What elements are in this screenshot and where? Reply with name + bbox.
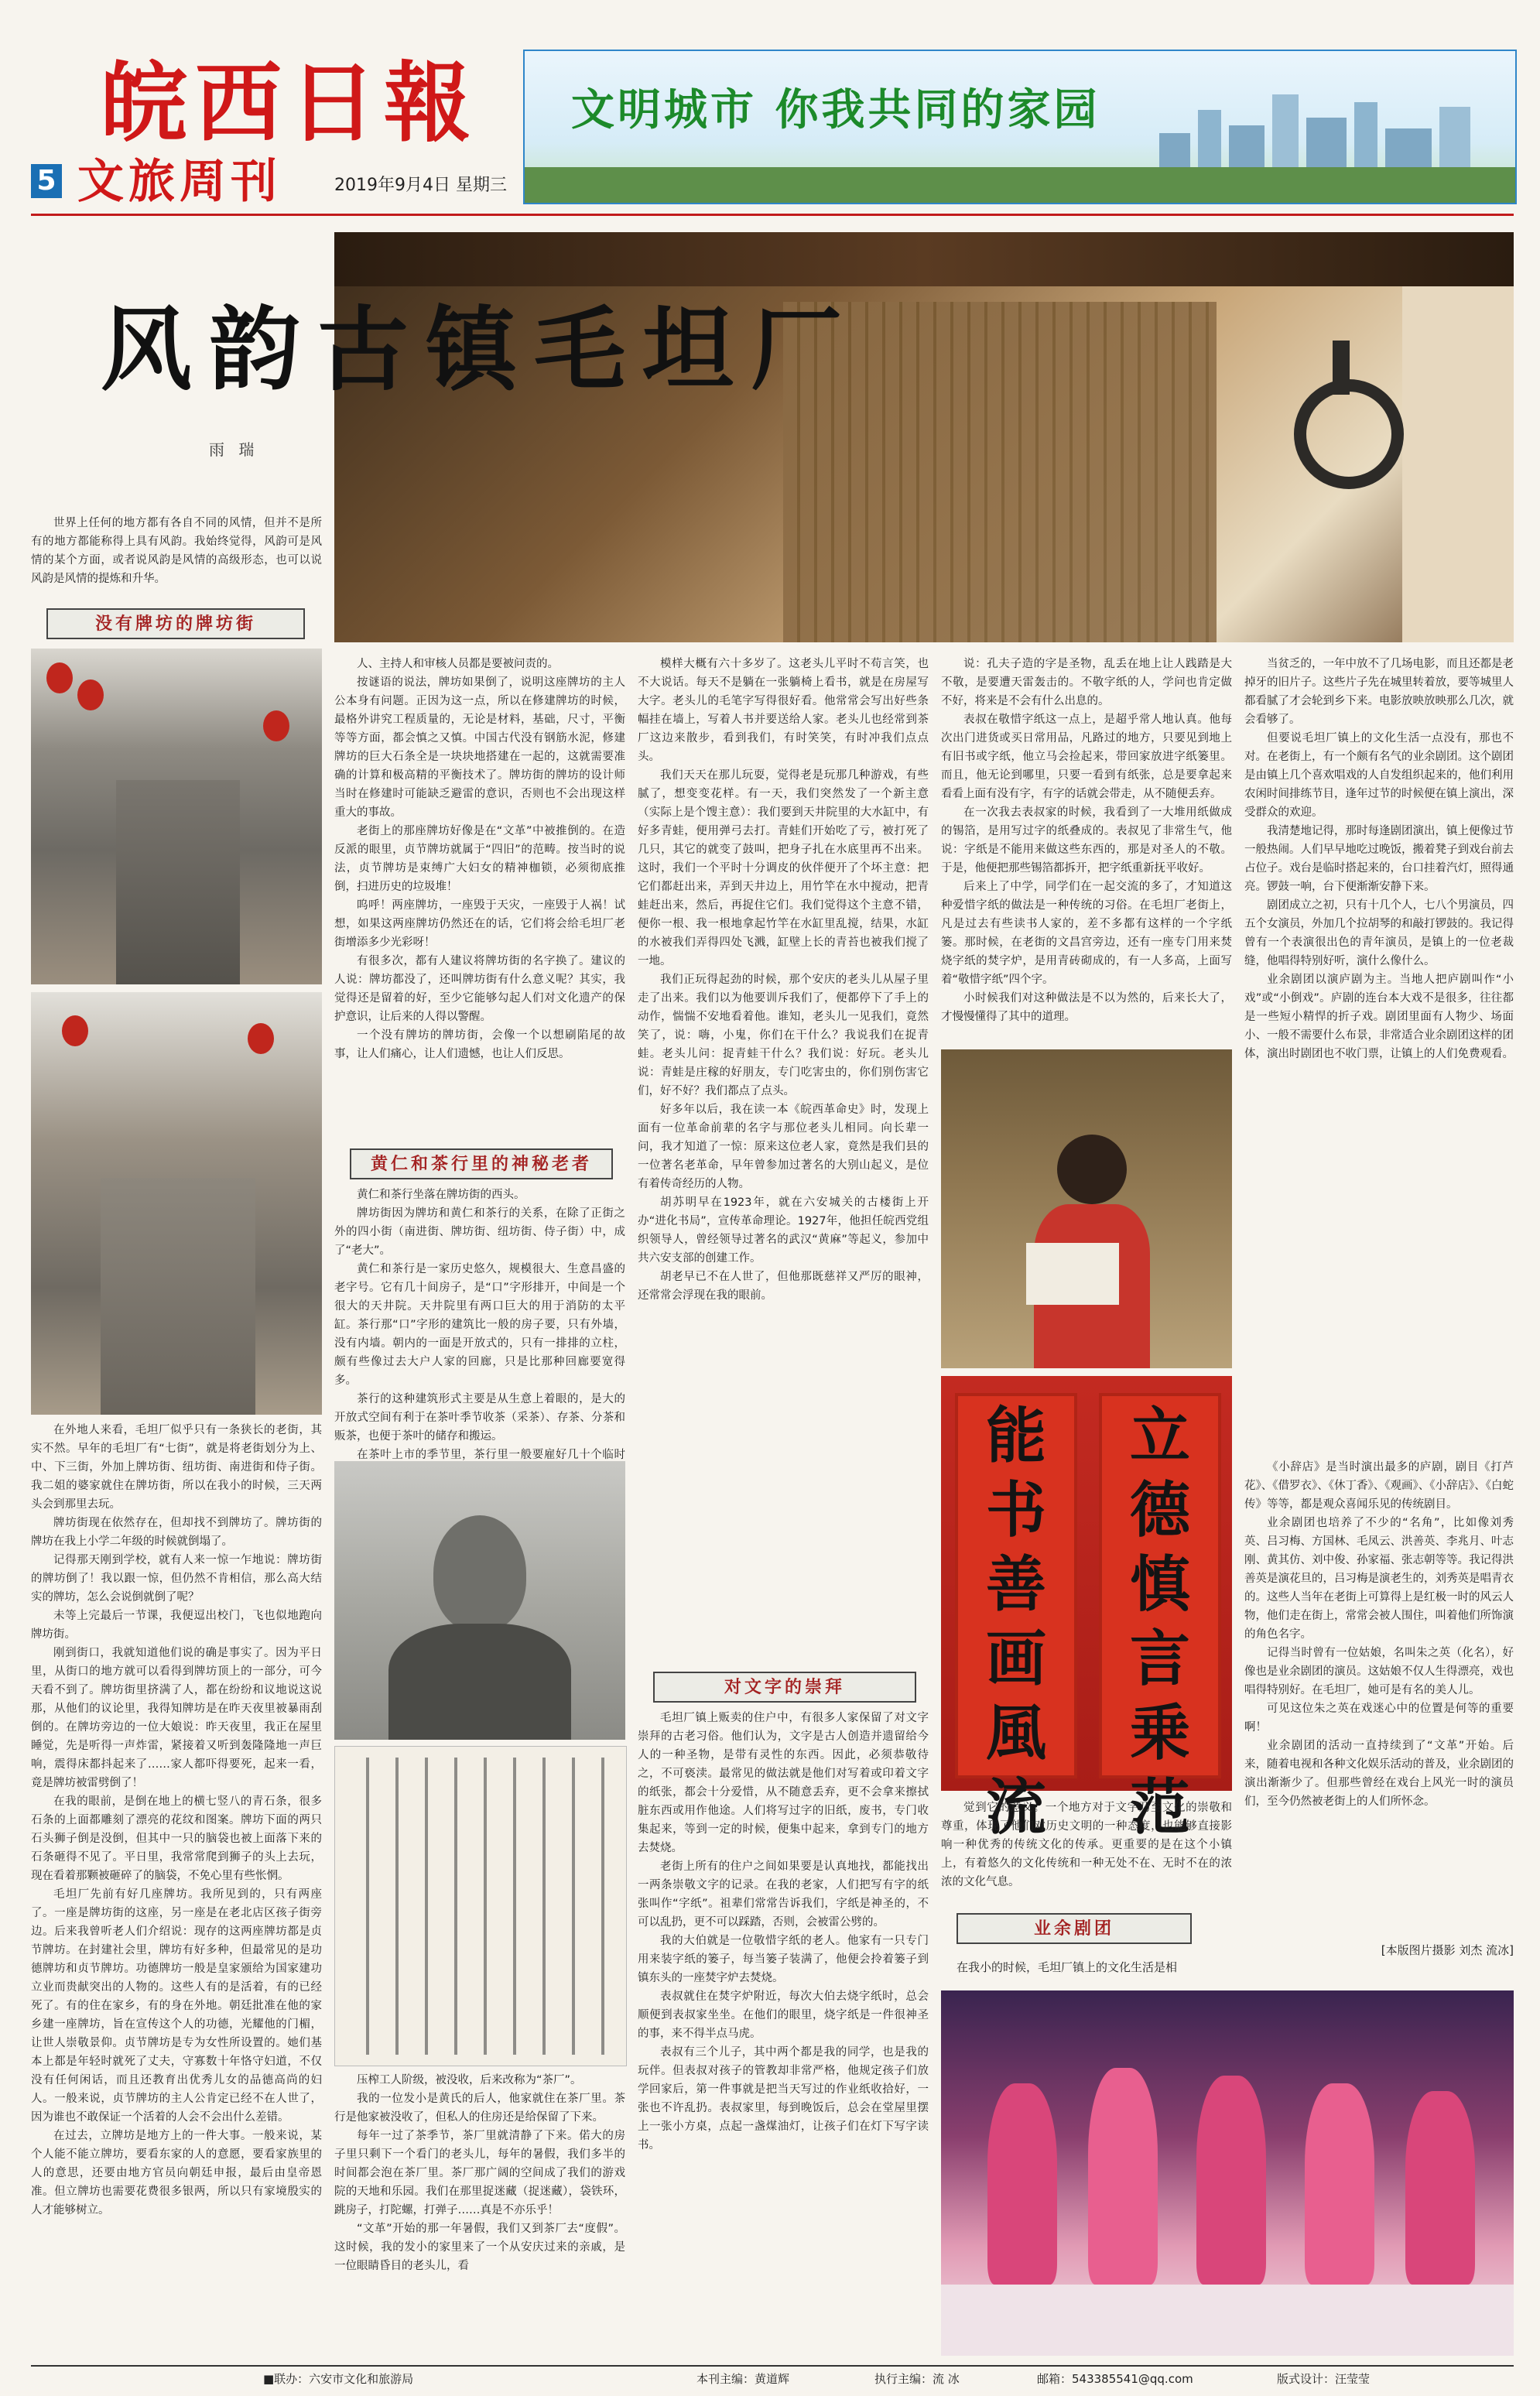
opera-performance-photo (941, 1990, 1514, 2356)
calligraphy-scroll-photo (334, 1746, 627, 2066)
paragraph: 业余剧团的活动一直持续到了“文革”开始。后来，随着电视和各种文化娱乐活动的普及，业余剧团的演出渐渐少了。但那些曾经在戏台上风光一时的演员们，至今仍然被老街上的人们所怀念。 (1244, 1740, 1514, 1808)
paragraph: 在茶叶上市的季节里，茶行里一般要雇好几十个临时 (357, 1449, 625, 1461)
article-author: 雨 瑞 (209, 440, 259, 459)
paragraph: 刚到街口，我就知道他们说的确是事实了。因为平日里，从街口的地方就可以看得到牌坊顶上的一部分，可今天看不到了。牌坊街里挤满了人，都在纷纷和议地说这说那，从他们的议论里，我得知牌坊是在昨天夜里被暴雨刮倒的。在牌坊旁边的一位大娘说：昨天夜里，我正在屋里睡觉，先是听得一声炸雷，紧接着又听到轰隆隆地一声巨响，震得床都抖起来了……家人都吓得要死，起来一看，竟是牌坊被雷劈倒了！ (31, 1647, 322, 1789)
paragraph: 业余剧团以演庐剧为主。当地人把庐剧叫作“小戏”或“小倒戏”。庐剧的连台本大戏不是很多，往往都是一些短小精悍的折子戏。剧团里面有人物少、场面小、一般不需要什么布景，非常适合业余剧团这样的团体，演出时剧团也不收门票，让镇上的人们免费观看。 (1244, 974, 1514, 1060)
paragraph: 呜呼！两座牌坊，一座毁于天灾，一座毁于人祸！试想，如果这两座牌坊仍然还在的话，它们将会给毛坦厂老街增添多少光彩呀！ (334, 899, 625, 949)
paragraph: 觉到它的意义。一个地方对于文字乃至文化的崇敬和尊重，体现了他们对历史文明的一种态度，也能够直接影响一种优秀的传统文化的传承。更重要的是在这个小镇上，有着悠久的文化传统和一种无处不在、无时不在的浓浓的文化气息。 (941, 1802, 1232, 1888)
paragraph: 可见这位朱之英在戏迷心中的位置是何等的重要啊！ (1244, 1703, 1514, 1734)
paragraph: 在外地人来看，毛坦厂似乎只有一条狭长的老街，其实不然。早年的毛坦厂有“七街”，就是将老街划分为上、中、下三街，外加上牌坊街、纽坊街、南进街和侍子街。我二姐的婆家就住在牌坊街，所以在我小的时候，三天两头会到那里去玩。 (31, 1424, 322, 1511)
paragraph: 牌坊街现在依然存在，但却找不到牌坊了。牌坊街的牌坊在我上小学二年级的时候就倒塌了。 (31, 1517, 322, 1548)
lantern-icon (62, 1015, 88, 1046)
book-icon (1026, 1243, 1119, 1305)
street-lane (116, 780, 240, 984)
footer-contact: ■联办：六安市文化和旅游局 (263, 2372, 414, 2386)
hero-wall (1402, 286, 1514, 642)
paragraph: 表叔有三个儿子，其中两个都是我的同学，也是我的玩伴。但表叔对孩子的管教却非常严格，他规定孩子们放学回家后，第一件事就是把当天写过的作业纸收拾好，一张也不许乱扔。表叔家里，每到晚饭后，总会在堂屋里摆上一张小方桌，点起一盏煤油灯，让孩子们在灯下写字读书。 (638, 2046, 929, 2151)
paragraph: 老街上的那座牌坊好像是在“文革”中被推倒的。在造反派的眼里，贞节牌坊就属于“四旧”的范畴。按当时的说法，贞节牌坊是束缚广大妇女的精神枷锁，必须彻底推倒，扫进历史的垃圾堆！ (334, 825, 625, 893)
article-column (334, 2071, 625, 2356)
performer (1088, 2068, 1158, 2285)
door-knocker-ring-icon (1294, 379, 1404, 489)
paragraph: 好多年以后，我在读一本《皖西革命史》时，发现上面有一位革命前辈的名字与那位老头儿相同。向长辈一问，我才知道了一惊：原来这位老人家，竟然是我们县的一位著名老革命，早年曾参加过著名的大别山起义，是位有着传奇经历的人物。 (638, 1104, 929, 1190)
paragraph: 表叔就住在焚字炉附近，每次大伯去烧字纸时，总会顺便到表叔家坐坐。在他们的眼里，烧字纸是一件很神圣的事，来不得半点马虎。 (638, 1990, 929, 2040)
child-head (1057, 1135, 1127, 1204)
paragraph: 胡老早已不在人世了，但他那既慈祥又严厉的眼神，还常常会浮现在我的眼前。 (638, 1271, 929, 1302)
paragraph: 有很多次，都有人建议将牌坊街的名字换了。建议的人说：牌坊都没了，还叫牌坊街有什么意义呢？其实，我觉得还是留着的好，至少它能够勾起人们对文化遗产的保护意识，让后来的人得以警醒。 (334, 955, 625, 1023)
lantern-icon (77, 679, 104, 710)
performer (987, 2083, 1057, 2285)
paragraph: 后来上了中学，同学们在一起交流的多了，才知道这种爱惜字纸的做法是一种传统的习俗。在毛坦厂老街上，凡是过去有些读书人家的，差不多都有这样的一个字纸篓。那时候，在老街的文昌宫旁边，还有一座专门用来焚烧字纸的焚字炉，是用青砖砌成的，有一人多高，上面写着“敬惜字纸”四个字。 (941, 881, 1232, 986)
paragraph: 一个没有牌坊的牌坊街，会像一个以想刷陷尾的故事，让人们痛心，让人们遗憾，也让人们反思。 (334, 1029, 625, 1060)
paragraph: 在一次我去表叔家的时候，我看到了一大堆用纸做成的锡箔，是用写过字的纸叠成的。表叔见了非常生气，他说：字纸是不能用来做这些东西的，那是对圣人的不敬。于是，他便把那些锡箔都拆开，把字纸重新抚平收好。 (941, 806, 1232, 875)
hero-eaves (334, 232, 1514, 286)
elder-portrait-photo (334, 1461, 625, 1740)
paragraph: 毛坦厂镇上贩卖的住户中，有很多人家保留了对文字崇拜的古老习俗。他们认为，文字是古人创造并遗留给今人的一种圣物，是带有灵性的东西。因此，必须恭敬待之，不可亵渎。最常见的做法就是他们对写着或印着文字的纸张，都会十分爱惜，从不随意丢弃，更不会拿来擦拭脏东西或用作他途。人们将写过字的旧纸，废书，专门收集起来，等到一定的时候，便集中起来，拿到专门的地方去焚烧。 (638, 1712, 929, 1854)
paragraph: 模样大概有六十多岁了。这老头儿平时不苟言笑，也不大说话。每天不是躺在一张躺椅上看书，就是在房屋写大字。老头儿的毛笔字写得很好看。他常常会写出好些条幅挂在墙上，写着人书并要送给人家。老头儿也经常到茶厂这边来散步，看到我们，有时笑笑，有时冲我们点点头。 (638, 658, 929, 763)
article-column (941, 1799, 1232, 1907)
lantern-icon (263, 710, 289, 741)
paragraph: 在过去，立牌坊是地方上的一件大事。一般来说，某个人能不能立牌坊，要看东家的人的意愿，要看家族里的人的意思，还要由地方官员向朝廷申报，最后由皇帝恩准。但立牌坊也需要花费很多银两，所以只有家境殷实的人才能够树立。 (31, 2130, 322, 2216)
article-column (638, 1709, 929, 2356)
paragraph: 在我的眼前，是倒在地上的横七竖八的青石条，很多石条的上面都雕刻了漂亮的花纹和图案。牌坊下面的两只石头狮子倒是没倒，但其中一只的脑袋也被上面落下来的石条砸得不见了。平日里，我常常爬到狮子的头上去玩，现在看着那颗被砸碎了的脑袋，不免心里有些怅惘。 (31, 1795, 322, 1882)
paragraph: 说：孔夫子造的字是圣物，乱丢在地上让人践踏是大不敬，是要遭天雷轰击的。不敬字纸的人，学问也肯定做不好，将来是不会有什么出息的。 (941, 658, 1232, 707)
article-column (334, 655, 625, 1165)
paragraph: 我们天天在那儿玩耍，觉得老是玩那几种游戏，有些腻了，想变变花样。有一天，我们突然发了一个新主意（实际上是个馊主意）：我们要到天井院里的大水缸中，有好多青蛙，便用弹弓去打。青蛙们开始吃了亏，被打死了几只，其它的就变了鼓叫，把身子扎在水底里再不出来。这时，我们一个平时十分调皮的伙伴便开了个坏主意：把它们都赶出来，弄到天井边上，用竹竿在水中搅动，把青蛙赶出来，然后，再捉住它们。我们觉得这个主意不错，便你一根、我一根地拿起竹竿在水缸里乱搅，结果，水缸的水被我们弄得四处飞溅，缸壁上长的青苔也被我们搅了一地。 (638, 769, 929, 967)
header-rule (31, 214, 1514, 216)
paragraph: 记得当时曾有一位姑娘，名叫朱之英（化名），好像也是业余剧团的演员。这姑娘不仅人生得漂亮，戏也唱得特别好。在毛坦厂，她可是有名的美人儿。 (1244, 1647, 1514, 1696)
issue-date: 2019年9月4日 星期三 (334, 176, 507, 195)
paragraph: 《小辞店》是当时演出最多的庐剧，剧目《打芦花》、《借罗衣》、《休丁香》、《观画》、《小辞店》、《白蛇传》等等，都是观众喜闻乐见的传统剧目。 (1244, 1461, 1514, 1511)
article-column (941, 655, 1232, 1042)
article-column (1244, 655, 1514, 1452)
page-number: 5 (31, 164, 62, 198)
paragraph: 按谜语的说法，牌坊如果倒了，说明这座牌坊的主人公本身有问题。正因为这一点，所以在修建牌坊的时候，最格外讲究工程质量的，无论是材料，基础，尺寸，平衡等等方面，都会慎之又慎。中国古代没有钢筋水泥，修建牌坊的巨大石条全是一块块地搭建在一起的，这就需要准确的计算和极高精的平衡技术了。牌坊街的牌坊的设计师当时在修建时可能缺乏避雷的意识，否则也不会出现这样重大的事故。 (334, 676, 625, 819)
paragraph: 记得那天刚到学校，就有人来一惊一乍地说：牌坊街的牌坊倒了！我以跟一惊，但仍然不肯相信，那么高大结实的牌坊，怎么会说倒就倒了呢？ (31, 1554, 322, 1604)
paragraph: 黄仁和茶行坐落在牌坊街的西头。 (357, 1189, 525, 1201)
article-column (638, 655, 929, 1665)
article-title: 风韵古镇毛坦厂 (101, 296, 860, 403)
paragraph: 未等上完最后一节课，我便逗出校门，飞也似地跑向牌坊街。 (31, 1610, 322, 1641)
performer (1405, 2091, 1475, 2285)
footer-designer: 版式设计：汪莹莹 (1277, 2372, 1371, 2386)
paragraph: 压榨工人阶级，被没收，后来改称为“茶厂”。 (357, 2074, 582, 2086)
paragraph: 我清楚地记得，那时每逢剧团演出，镇上便像过节一般热闹。人们早早地吃过晚饭，搬着凳子到戏台前去占位子。戏台是临时搭起来的，台口挂着汽灯，照得通亮。锣鼓一响，台下便渐渐安静下来。 (1244, 825, 1514, 893)
paragraph: 小时候我们对这种做法是不以为然的，后来长大了，才慢慢懂得了其中的道理。 (941, 992, 1232, 1023)
paragraph: 胡苏明早在1923年，就在六安城关的古楼街上开办“进化书局”，宣传革命理论。1927年，他担任皖西党组织领导人，曾经领导过著名的武汉“黄麻”等起义，参加中共六安支部的创建工作。 (638, 1196, 929, 1265)
stage-floor (941, 2285, 1514, 2356)
article-column (31, 1421, 322, 2356)
masthead-title: 皖西日報 (101, 53, 478, 154)
footer-email: 邮箱：543385541@qq.com (1037, 2372, 1193, 2386)
children-reading-photo (941, 1049, 1232, 1368)
footer-exec-editor: 执行主编：流 冰 (874, 2372, 960, 2386)
paragraph: 剧团成立之初，只有十几个人，七八个男演员，四五个女演员，外加几个拉胡琴的和敲打锣鼓的。我记得曾有一个表演很出色的青年演员，是镇上的一位老裁缝，他唱得特别好听，演什么像什么。 (1244, 899, 1514, 967)
paragraph: 老街上所有的住户之间如果要是认真地找，都能找出一两条崇敬文字的记录。在我的老家，人们把写有字的纸张叫作“字纸”。祖辈们常常告诉我们，字纸是神圣的，不可以乱扔，更不可以踩踏，否则，会被雷公劈的。 (638, 1860, 929, 1929)
paragraph: 黄仁和茶行是一家历史悠久，规模很大、生意昌盛的老字号。它有几十间房子，是“口”字形排开，中间是一个很大的天井院。天井院里有两口巨大的用于消防的太平缸。茶行那“口”字形的建筑比一般的房子要，只有外墙，没有内墙。朝内的一面是开放式的，只有一排排的立柱，颇有些像过去大户人家的回廊，只是比那种回廊要宽得多。 (334, 1263, 625, 1387)
lantern-icon (248, 1023, 274, 1054)
footer-rule (31, 2365, 1514, 2367)
paragraph: 茶行的这种建筑形式主要是从生意上着眼的，是大的开放式空间有利于在茶叶季节收茶（采茶）、存茶、分茶和贩茶，也便于茶叶的储存和搬运。 (334, 1393, 625, 1443)
couplet-right-text: 立德慎言乗范 (1129, 1401, 1190, 1843)
paragraph: 但要说毛坦厂镇上的文化生活一点没有，那也不对。在老街上，有一个颇有名气的业余剧团。这个剧团是由镇上几个喜欢唱戏的人自发组织起来的，他们利用农闲时间排练节目，逢年过节的时候便在镇上演出，深受群众的欢迎。 (1244, 732, 1514, 819)
paragraph: 业余剧团也培养了不少的“名角”，比如像刘秀英、吕习梅、方国林、毛凤云、洪善英、李兆月、叶志刚、黄其仿、刘中俊、孙家福、张志朝等等。我记得洪善英是演花旦的，吕习梅是演老生的，刘秀英是唱青衣的。这些人当年在老街上可算得上是红极一时的风云人物，他们走在街上，常常会被人围住，叫着他们所饰演的角色名字。 (1244, 1517, 1514, 1641)
banner-greenery (525, 167, 1515, 203)
lantern-icon (46, 662, 73, 693)
paragraph: 牌坊街因为牌坊和黄仁和茶行的关系，在除了正街之外的四小街（南进街、牌坊街、纽坊街、侍子街）中，成了“老大”。 (334, 1207, 625, 1257)
paragraph: 毛坦厂先前有好几座牌坊。我所见到的，只有两座了。一座是牌坊街的这座，另一座是在老北店区孩子街旁边。后来我曾听老人们介绍说：现存的这两座牌坊都是贞节牌坊。在封建社会里，牌坊有好多种，但最常见的是功德牌坊和贞节牌坊。功德牌坊一般是皇家颁给为国家建功立业而贵献突出的人物的。这些人有的是活着，有的已经死了。有的住在家乡，有的身在外地。朝廷批准在他的家乡建一座牌坊，旨在宣传这个人的功德，光耀他的门楣，让世人崇敬景仰。贞节牌坊是专为女性所设置的。她们基本上都是年轻时就死了丈夫，守寡数十年恪守妇道，不仅没有任何闲话，而且还教育出优秀儿女的品德高尚的妇人。一般来说，贞节牌坊的主人公肯定已经不在人世了，因为谁也不敢保证一个活着的人会不会出什么差错。 (31, 1888, 322, 2124)
couplet-left-scroll (955, 1393, 1077, 1843)
performer (1305, 2083, 1374, 2285)
banner-slogan: 文明城市 你我共同的家园 (571, 84, 1100, 135)
performer (1196, 2076, 1266, 2285)
paragraph: 人、主持人和审核人员都是要被问责的。 (357, 658, 559, 670)
street-photo-1 (31, 649, 322, 984)
paragraph: 我们正玩得起劲的时候，那个安庆的老头儿从屋子里走了出来。我们以为他要训斥我们了，便都停下了手上的动作，惴惴不安地看着他。谁知，老头儿一见我们，竟然笑了，说：嗨，小鬼，你们在干什么？我说我们在捉青蛙。老头儿问：捉青蛙干什么？我们说：好玩。老头儿说：青蛙是庄稼的好朋友，专门吃害虫的，你们别伤害它们，好不好？我们都点了点头。 (638, 974, 929, 1097)
paragraph: 当贫乏的，一年中放不了几场电影，而且还都是老掉牙的旧片子。这些片子先在城里转着放，要等城里人都看腻了才会轮到乡下来。电影放映放映那么几次，就会看够了。 (1244, 658, 1514, 726)
section-heading: 对文字的崇拜 (653, 1672, 916, 1703)
street-photo-2 (31, 992, 322, 1415)
calligraphy-strokes (346, 1758, 615, 2055)
footer-editor: 本刊主编：黄道辉 (696, 2372, 790, 2386)
section-name: 文旅周刊 (77, 155, 282, 209)
couplet-photo (941, 1376, 1232, 1843)
paragraph: 我的一位发小是黄氏的后人，他家就住在茶厂里。茶行是他家被没收了，但私人的住房还是给保留了下来。 (334, 2093, 625, 2124)
article-column (1244, 1458, 1514, 1966)
slogan-banner (523, 50, 1517, 204)
section-heading: 黄仁和茶行里的神秘老者 (350, 1148, 613, 1179)
paragraph: 表叔在敬惜字纸这一点上，是超乎常人地认真。他每次出门进货或买日常用品，凡路过的地方，只要见到地上有旧书或字纸，他立马会捡起来，带回家放进字纸篓里。而且，他无论到哪里，只要一看到有纸张，总是要拿起来看看上面有没有字，有字的话就会带走，从不随便丢弃。 (941, 714, 1232, 800)
couplet-right-scroll (1099, 1393, 1221, 1843)
photo-credit: [本版图片摄影 刘杰 流冰] (1381, 1943, 1514, 1957)
paragraph: “文革”开始的那一年暑假，我们又到茶厂去“度假”。这时候，我的发小的家里来了一个从安庆过来的亲戚，是一位眼睛昏目的老头儿，看 (334, 2223, 625, 2272)
article-column (334, 1186, 625, 1461)
paragraph: 我的大伯就是一位敬惜字纸的老人。他家有一只专门用来装字纸的篓子，每当篓子装满了，他便会拎着篓子到镇东头的一座焚字炉去焚烧。 (638, 1935, 929, 1984)
section-heading: 业余剧团 (957, 1913, 1192, 1944)
couplet-left-text: 能书善画風流 (985, 1401, 1046, 1843)
article-intro (31, 514, 322, 597)
section-heading: 没有牌坊的牌坊街 (46, 608, 305, 639)
portrait-body (388, 1624, 571, 1740)
portrait-head (433, 1515, 526, 1631)
intro-paragraph: 世界上任何的地方都有各自不同的风情，但并不是所有的地方都能称得上具有风韵。我始终觉得，风韵可是风情的某个方面，或者说风韵是风情的高级形态，也可以说风韵是风情的提炼和升华。 (31, 517, 322, 585)
paragraph: 每年一过了茶季节，茶厂里就清静了下来。偌大的房子里只剩下一个看门的老头儿，每年的暑假，我们多半的时间都会泡在茶厂里。茶厂那广阔的空间成了我们的游戏院的天地和乐园。我们在那里捉迷藏（捉迷藏），袋铁环，跳房子，打陀螺，打弹子……真是不亦乐乎！ (334, 2130, 625, 2216)
street-lane (101, 1178, 255, 1415)
photo-caption-text: 在我小的时候，毛坦厂镇上的文化生活是相 (957, 1960, 1178, 1974)
